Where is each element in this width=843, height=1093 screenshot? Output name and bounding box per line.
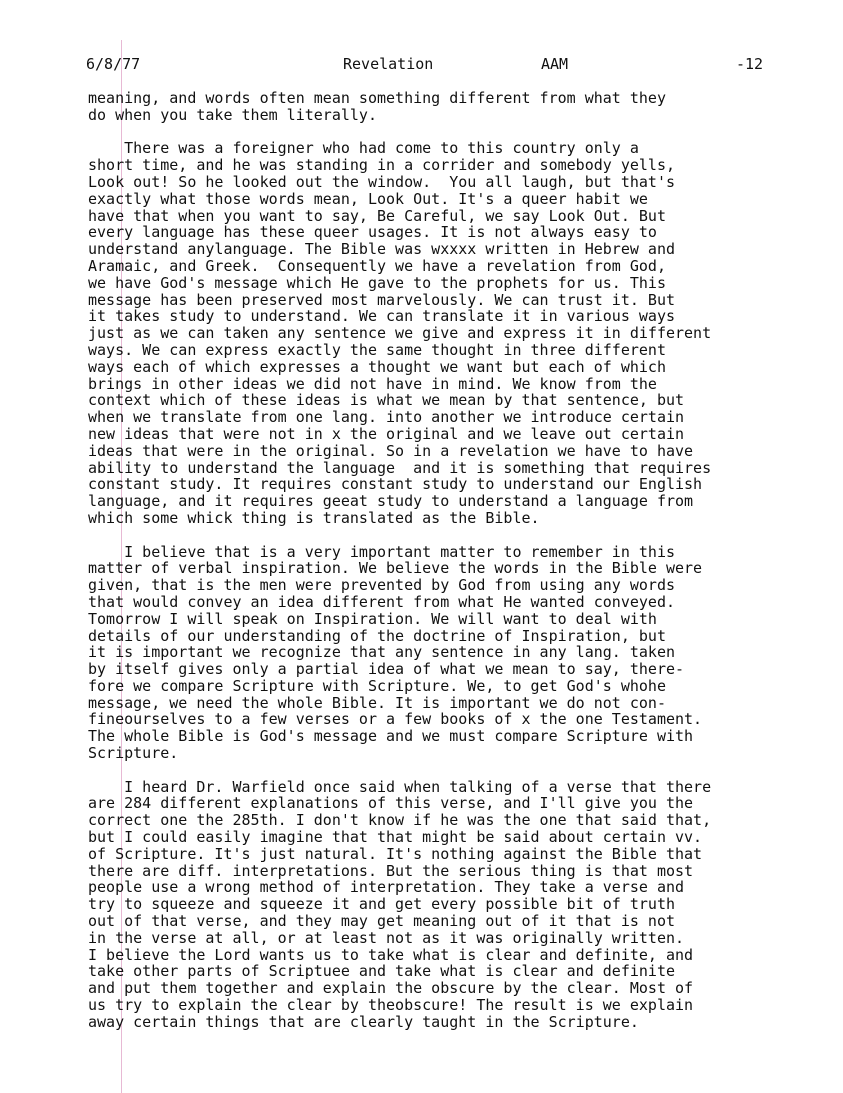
- paragraph-4: I heard Dr. Warfield once said when talking of a verse that there are 284 different explanations of this verse, and I'll give you the correct one the 285th. I don't know if he was the one that said that, but I could easily imagine that that might be said about certain vv. of Scripture. It's just natural. It's nothing against the Bible that there are diff. interpretations. But the serious thing is that most people use a wrong method of interpretation. They take a verse and try to squeeze and squeeze it and get every possible bit of truth out of that verse, and they may get meaning out of it that is not in the verse at all, or at least not as it was originally written. I believe the Lord wants us to take what is clear and definite, and take other parts of Scriptuee and take what is clear and definite and put them together and explain the obscure by the clear. Most of us try to explain the clear by theobscure! The result is we explain away certain things that are clearly taught in the Scripture.: [88, 777, 712, 1031]
- paragraph-2: There was a foreigner who had come to this country only a short time, and he was standing in a corrider and somebody yells, Look out! So he looked out the window. You all laugh, but that's exactly what those words mean, Look Out. It's a queer habit we have that when you want to say, Be Careful, we say Look Out. But every language has these queer usages. It is not always easy to understand anylanguage. The Bible was wxxxx written in Hebrew and Aramaic, and Greek. Consequently we have a revelation from God, we have God's message which He gave to the prophets for us. This message has been preserved most marvelously. We can trust it. But it takes study to understand. We can translate it in various ways just as we can taken any sentence we give and express it in different ways. We can express exactly the same thought in three different ways each of which expresses a thought we want but each of which brings in other ideas we did not have in mind. We know from the context which of these ideas is what we mean by that sentence, but when we translate from one lang. into another we introduce certain new ideas that were not in x the original and we leave out certain ideas that were in the original. So in a revelation we have to have ability to understand the language and it is something that requires constant study. It requires constant study to understand our English language, and it requires geeat study to understand a language from which some whick thing is translated as the Bible.: [88, 139, 712, 527]
- header-page-number: -12: [736, 55, 764, 73]
- header-title: Revelation: [343, 55, 434, 73]
- paragraph-1: meaning, and words often mean something different from what they do when you take them literally.: [88, 89, 666, 124]
- header-date: 6/8/77: [86, 55, 141, 73]
- document-body: [88, 90, 808, 1031]
- paragraph-3: I believe that is a very important matter to remember in this matter of verbal inspiration. We believe the words in the Bible were given, that is the men were prevented by God from using any words that would convey an idea different from what He wanted conveyed. Tomorrow I will speak on Inspiration. We will want to deal with details of our understanding of the doctrine of Inspiration, but it is important we recognize that any sentence in any lang. taken by itself gives only a partial idea of what we mean to say, there- fore we compare Scripture with Scripture. We, to get God's whohe message, we need the whole Bible. It is important we do not con- fineourselves to a few verses or a few books of x the one Testament. The whole Bible is God's message and we must compare Scripture with Scripture.: [88, 542, 703, 763]
- page-header: [86, 55, 786, 79]
- header-author: AAM: [541, 55, 569, 73]
